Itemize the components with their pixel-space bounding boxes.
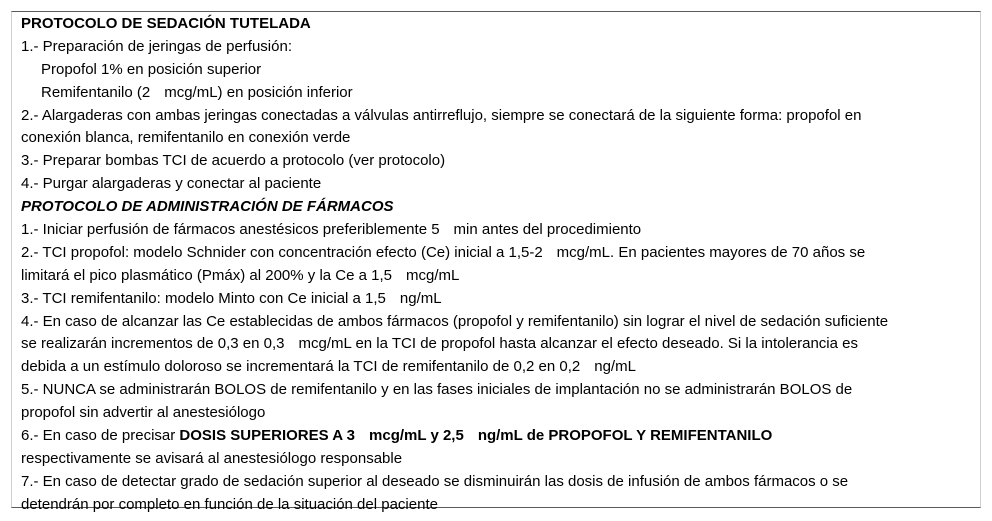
admin-step-2-line-1-post: mcg/mL. En pacientes mayores de 70 años se bbox=[556, 243, 866, 261]
admin-step-5-line-1: 5.- NUNCA se administrarán BOLOS de remifentanilo y en las fases iniciales de implantación no se administrarán BOLOS de bbox=[21, 381, 853, 399]
admin-step-2-line-2-pre: limitará el pico plasmático (Pmáx) al 200% y la Ce a 1,5 bbox=[21, 266, 392, 284]
sedation-step-1b-post: mcg/mL) en posición inferior bbox=[164, 83, 353, 101]
admin-step-4-line-3-post: ng/mL bbox=[594, 358, 636, 376]
admin-step-5-line-2: propofol sin advertir al anestesiólogo bbox=[21, 404, 266, 422]
admin-step-4-line-2-pre: se realizarán incrementos de 0,3 en 0,3 bbox=[21, 335, 285, 353]
admin-step-1 bbox=[21, 219, 980, 242]
admin-step-3 bbox=[21, 288, 980, 311]
admin-step-7-line-2: detendrán por completo en función de la situación del paciente bbox=[21, 495, 438, 513]
admin-step-3-post: ng/mL bbox=[399, 289, 442, 307]
admin-step-6-line-1 bbox=[21, 425, 980, 448]
admin-step-2-line-2 bbox=[21, 265, 980, 288]
sedation-step-1: 1.- Preparación de jeringas de perfusión: bbox=[21, 37, 292, 55]
admin-step-3-pre: 3.- TCI remifentanilo: modelo Minto con Ce inicial a 1,5 bbox=[21, 289, 386, 307]
admin-step-6-bold-1: DOSIS SUPERIORES A 3 bbox=[179, 427, 356, 445]
admin-step-4-line-3-pre: debida a un estímulo doloroso se incrementará la TCI de remifentanilo de 0,2 en 0,2 bbox=[21, 358, 581, 376]
admin-step-4-line-2-post: mcg/mL en la TCI de propofol hasta alcanzar el efecto deseado. Si la intolerancia es bbox=[298, 335, 858, 353]
admin-step-2-line-2-post: mcg/mL bbox=[406, 266, 460, 284]
sedation-step-3: 3.- Preparar bombas TCI de acuerdo a protocolo (ver protocolo) bbox=[21, 152, 446, 170]
admin-step-4-line-1: 4.- En caso de alcanzar las Ce establecidas de ambos fármacos (propofol y remifentanilo) sin lograr el nivel de sedación suficiente bbox=[21, 312, 889, 330]
sedation-step-4: 4.- Purgar alargaderas y conectar al paciente bbox=[21, 175, 322, 193]
sedation-step-1b bbox=[21, 82, 980, 105]
sedation-step-2-line-1: 2.- Alargaderas con ambas jeringas conectadas a válvulas antirreflujo, siempre se conectará de la siguiente forma: propofol en bbox=[21, 106, 862, 124]
admin-step-2-line-1-pre: 2.- TCI propofol: modelo Schnider con concentración efecto (Ce) inicial a 1,5-2 bbox=[21, 243, 543, 261]
admin-step-6-bold-3: ng/mL de PROPOFOL Y REMIFENTANILO bbox=[477, 427, 773, 445]
admin-step-1-post: min antes del procedimiento bbox=[453, 221, 642, 239]
protocol-table bbox=[11, 11, 981, 513]
admin-step-6-line-2: respectivamente se avisará al anestesiólogo responsable bbox=[21, 449, 403, 467]
admin-step-4-line-3 bbox=[21, 356, 980, 379]
sedation-step-2-line-2: conexión blanca, remifentanilo en conexión verde bbox=[21, 129, 351, 147]
sedation-protocol-title: PROTOCOLO DE SEDACIÓN TUTELADA bbox=[21, 15, 311, 32]
sedation-step-1b-pre: Remifentanilo (2 bbox=[41, 83, 151, 101]
admin-step-6-pre: 6.- En caso de precisar bbox=[21, 427, 176, 445]
admin-protocol-title: PROTOCOLO DE ADMINISTRACIÓN DE FÁRMACOS bbox=[21, 198, 394, 216]
admin-step-7-line-1: 7.- En caso de detectar grado de sedación superior al deseado se disminuirán las dosis de infusión de ambos fármacos o se bbox=[21, 472, 849, 490]
admin-step-6-bold-2: mcg/mL y 2,5 bbox=[369, 427, 464, 445]
admin-step-1-pre: 1.- Iniciar perfusión de fármacos anestésicos preferiblemente 5 bbox=[21, 221, 440, 239]
admin-step-2-line-1 bbox=[21, 242, 980, 265]
admin-step-4-line-2 bbox=[21, 333, 980, 356]
sedation-step-1a: Propofol 1% en posición superior bbox=[41, 60, 262, 78]
